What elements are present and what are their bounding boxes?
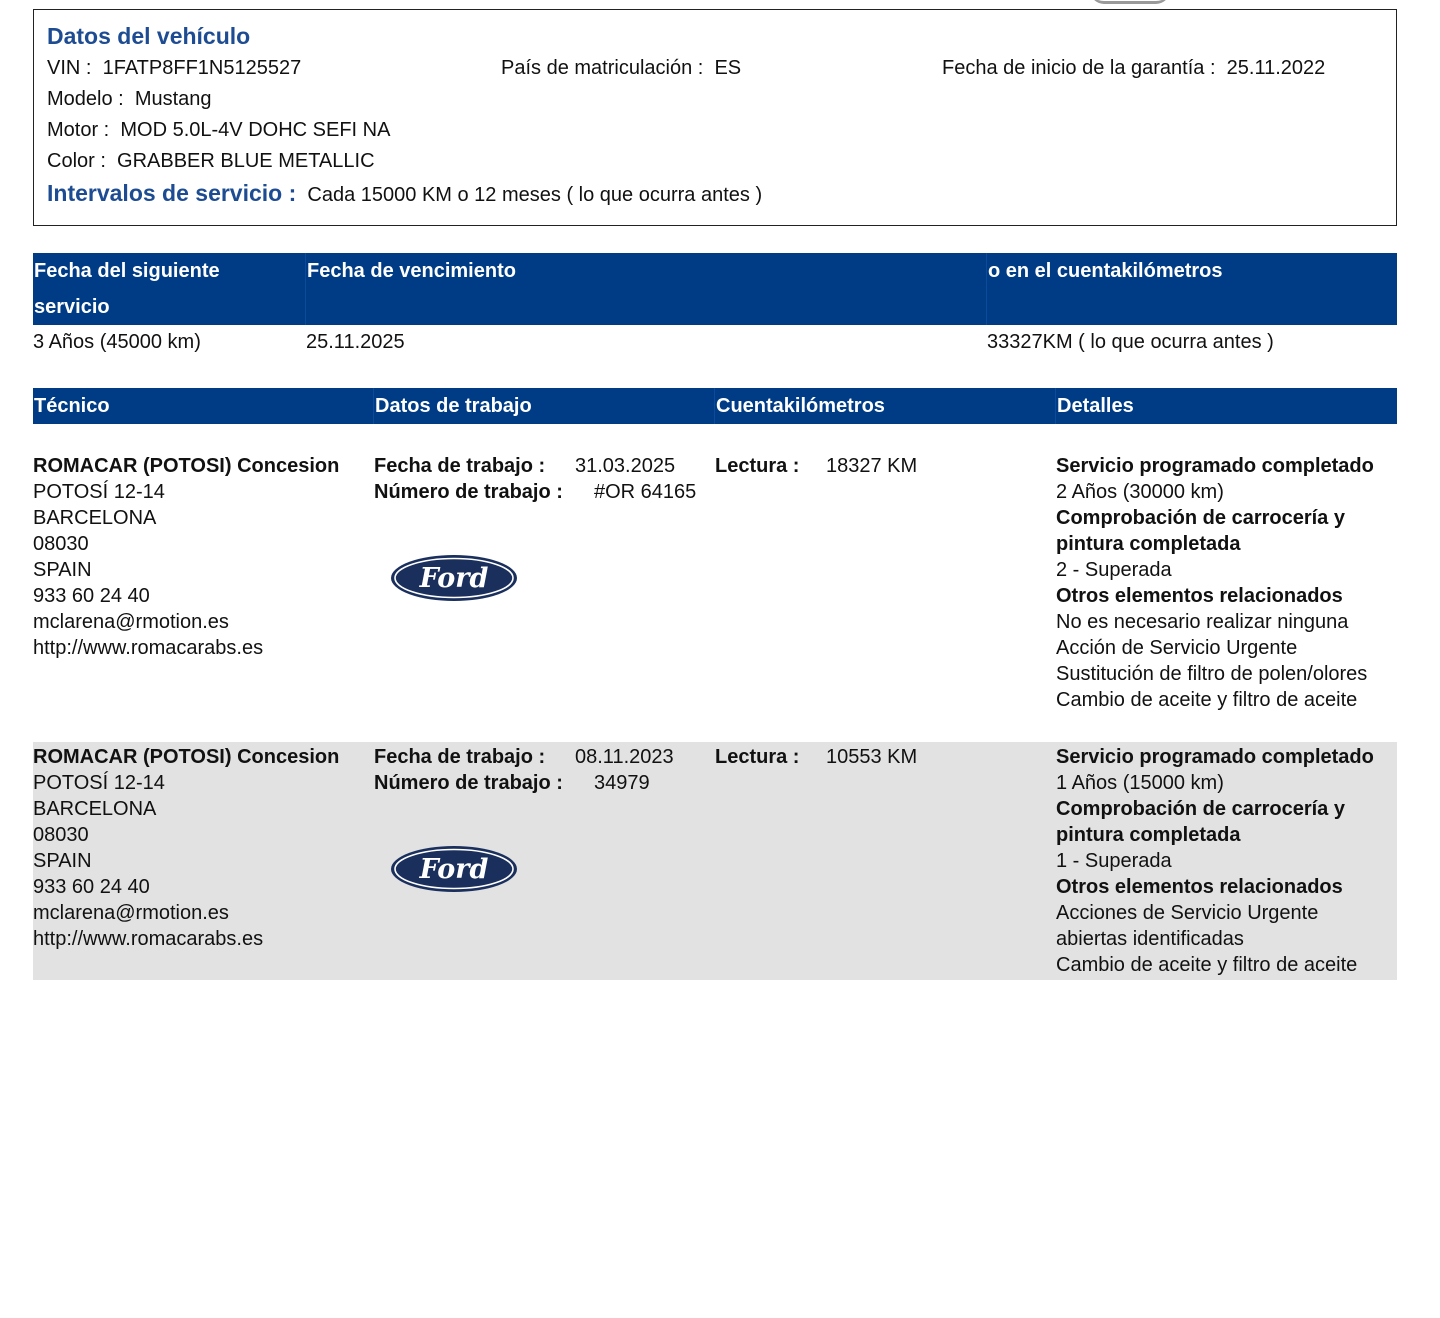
header-next-service: Fecha del siguiente servicio	[34, 260, 220, 318]
work-date-row	[374, 453, 714, 479]
detail-line: Comprobación de carrocería y	[1056, 798, 1345, 820]
dealer-website: http://www.romacarabs.es	[33, 637, 264, 659]
technician-column	[33, 744, 373, 952]
header-logo-fragment	[1090, 0, 1170, 4]
warranty-value: 25.11.2022	[1226, 57, 1326, 79]
detail-line: Sustitución de filtro de polen/olores	[1056, 663, 1368, 685]
work-number-row	[374, 479, 714, 505]
work-number-value: 34979	[594, 772, 650, 794]
engine-label: Motor :	[47, 119, 110, 141]
header-odometer-reading: Cuentakilómetros	[716, 395, 885, 417]
work-number-value: #OR 64165	[594, 481, 697, 503]
work-date-value: 31.03.2025	[575, 455, 676, 477]
detail-line: 1 - Superada	[1056, 850, 1172, 872]
dealer-postcode: 08030	[33, 824, 89, 846]
model-label: Modelo :	[47, 88, 124, 110]
detail-line: No es necesario realizar ninguna	[1056, 611, 1349, 633]
warranty-label: Fecha de inicio de la garantía :	[942, 57, 1216, 79]
work-date-label: Fecha de trabajo :	[374, 455, 546, 477]
warranty-row	[942, 57, 1325, 80]
reading-label: Lectura :	[715, 455, 800, 477]
dealer-email: mclarena@rmotion.es	[33, 902, 229, 924]
reading-label: Lectura :	[715, 746, 800, 768]
header-due-date: Fecha de vencimiento	[307, 260, 516, 282]
service-interval-label: Intervalos de servicio :	[47, 180, 297, 206]
service-interval-value: Cada 15000 KM o 12 meses ( lo que ocurra antes )	[307, 184, 763, 206]
work-number-label: Número de trabajo :	[374, 481, 563, 503]
model-row	[47, 88, 212, 111]
ford-logo-text: Ford	[419, 563, 489, 594]
dealer-email: mclarena@rmotion.es	[33, 611, 229, 633]
details-column	[1056, 744, 1397, 978]
model-value: Mustang	[134, 88, 212, 110]
detail-line: Acciones de Servicio Urgente	[1056, 902, 1319, 924]
header-technician: Técnico	[34, 395, 110, 417]
dealer-name: ROMACAR (POTOSI) Concesion	[33, 455, 340, 477]
service-record	[33, 742, 1397, 980]
detail-line: Otros elementos relacionados	[1056, 876, 1343, 898]
odometer-column	[715, 453, 1055, 479]
reading-row	[715, 744, 1055, 770]
detail-line: 2 Años (30000 km)	[1056, 481, 1224, 503]
vin-label: VIN :	[47, 57, 92, 79]
engine-value: MOD 5.0L-4V DOHC SEFI NA	[120, 119, 391, 141]
detail-line: pintura completada	[1056, 533, 1241, 555]
vin-value: 1FATP8FF1N5125527	[102, 57, 302, 79]
dealer-address: POTOSÍ 12-14	[33, 481, 165, 503]
dealer-city: BARCELONA	[33, 798, 157, 820]
detail-line: abiertas identificadas	[1056, 928, 1244, 950]
header-work-data: Datos de trabajo	[375, 395, 532, 417]
dealer-website: http://www.romacarabs.es	[33, 928, 264, 950]
work-data-column	[374, 453, 714, 594]
work-date-value: 08.11.2023	[575, 746, 674, 768]
detail-line: Servicio programado completado	[1056, 455, 1374, 477]
next-service-header	[33, 253, 1397, 325]
dealer-country: SPAIN	[33, 559, 92, 581]
header-odometer: o en el cuentakilómetros	[988, 260, 1223, 282]
detail-line: 1 Años (15000 km)	[1056, 772, 1224, 794]
service-record	[33, 453, 1397, 715]
color-label: Color :	[47, 150, 106, 172]
reading-row	[715, 453, 1055, 479]
dealer-country: SPAIN	[33, 850, 92, 872]
details-column	[1056, 453, 1397, 713]
ford-logo	[389, 844, 519, 894]
detail-line: Servicio programado completado	[1056, 746, 1374, 768]
service-interval-row	[47, 180, 762, 207]
reading-value: 18327 KM	[826, 455, 918, 477]
country-row	[501, 57, 741, 80]
detail-line: Otros elementos relacionados	[1056, 585, 1343, 607]
detail-line: Cambio de aceite y filtro de aceite	[1056, 954, 1358, 976]
odometer-column	[715, 744, 1055, 770]
dealer-phone: 933 60 24 40	[33, 876, 150, 898]
next-due-date-value: 25.11.2025	[306, 331, 405, 353]
country-label: País de matriculación :	[501, 57, 704, 79]
next-service-value: 3 Años (45000 km)	[33, 331, 201, 353]
dealer-city: BARCELONA	[33, 507, 157, 529]
work-data-column	[374, 744, 714, 885]
dealer-address: POTOSÍ 12-14	[33, 772, 165, 794]
dealer-name: ROMACAR (POTOSI) Concesion	[33, 746, 340, 768]
engine-row	[47, 119, 390, 142]
country-value: ES	[714, 57, 742, 79]
detail-line: Cambio de aceite y filtro de aceite	[1056, 689, 1358, 711]
technician-column	[33, 453, 373, 661]
detail-line: pintura completada	[1056, 824, 1241, 846]
work-number-label: Número de trabajo :	[374, 772, 563, 794]
work-date-label: Fecha de trabajo :	[374, 746, 546, 768]
vin-row	[47, 57, 301, 80]
header-details: Detalles	[1057, 395, 1134, 417]
ford-logo-text: Ford	[419, 854, 489, 885]
vehicle-section-title: Datos del vehículo	[47, 23, 251, 49]
detail-line: Acción de Servicio Urgente	[1056, 637, 1298, 659]
detail-line: Comprobación de carrocería y	[1056, 507, 1345, 529]
dealer-phone: 933 60 24 40	[33, 585, 150, 607]
color-value: GRABBER BLUE METALLIC	[117, 150, 375, 172]
service-history-header	[33, 388, 1397, 424]
work-date-row	[374, 744, 714, 770]
detail-line: 2 - Superada	[1056, 559, 1172, 581]
vehicle-data-box	[33, 9, 1397, 226]
ford-logo	[389, 553, 519, 603]
reading-value: 10553 KM	[826, 746, 918, 768]
next-odometer-value: 33327KM ( lo que ocurra antes )	[987, 331, 1274, 353]
dealer-postcode: 08030	[33, 533, 89, 555]
color-row	[47, 150, 375, 173]
work-number-row	[374, 770, 714, 796]
